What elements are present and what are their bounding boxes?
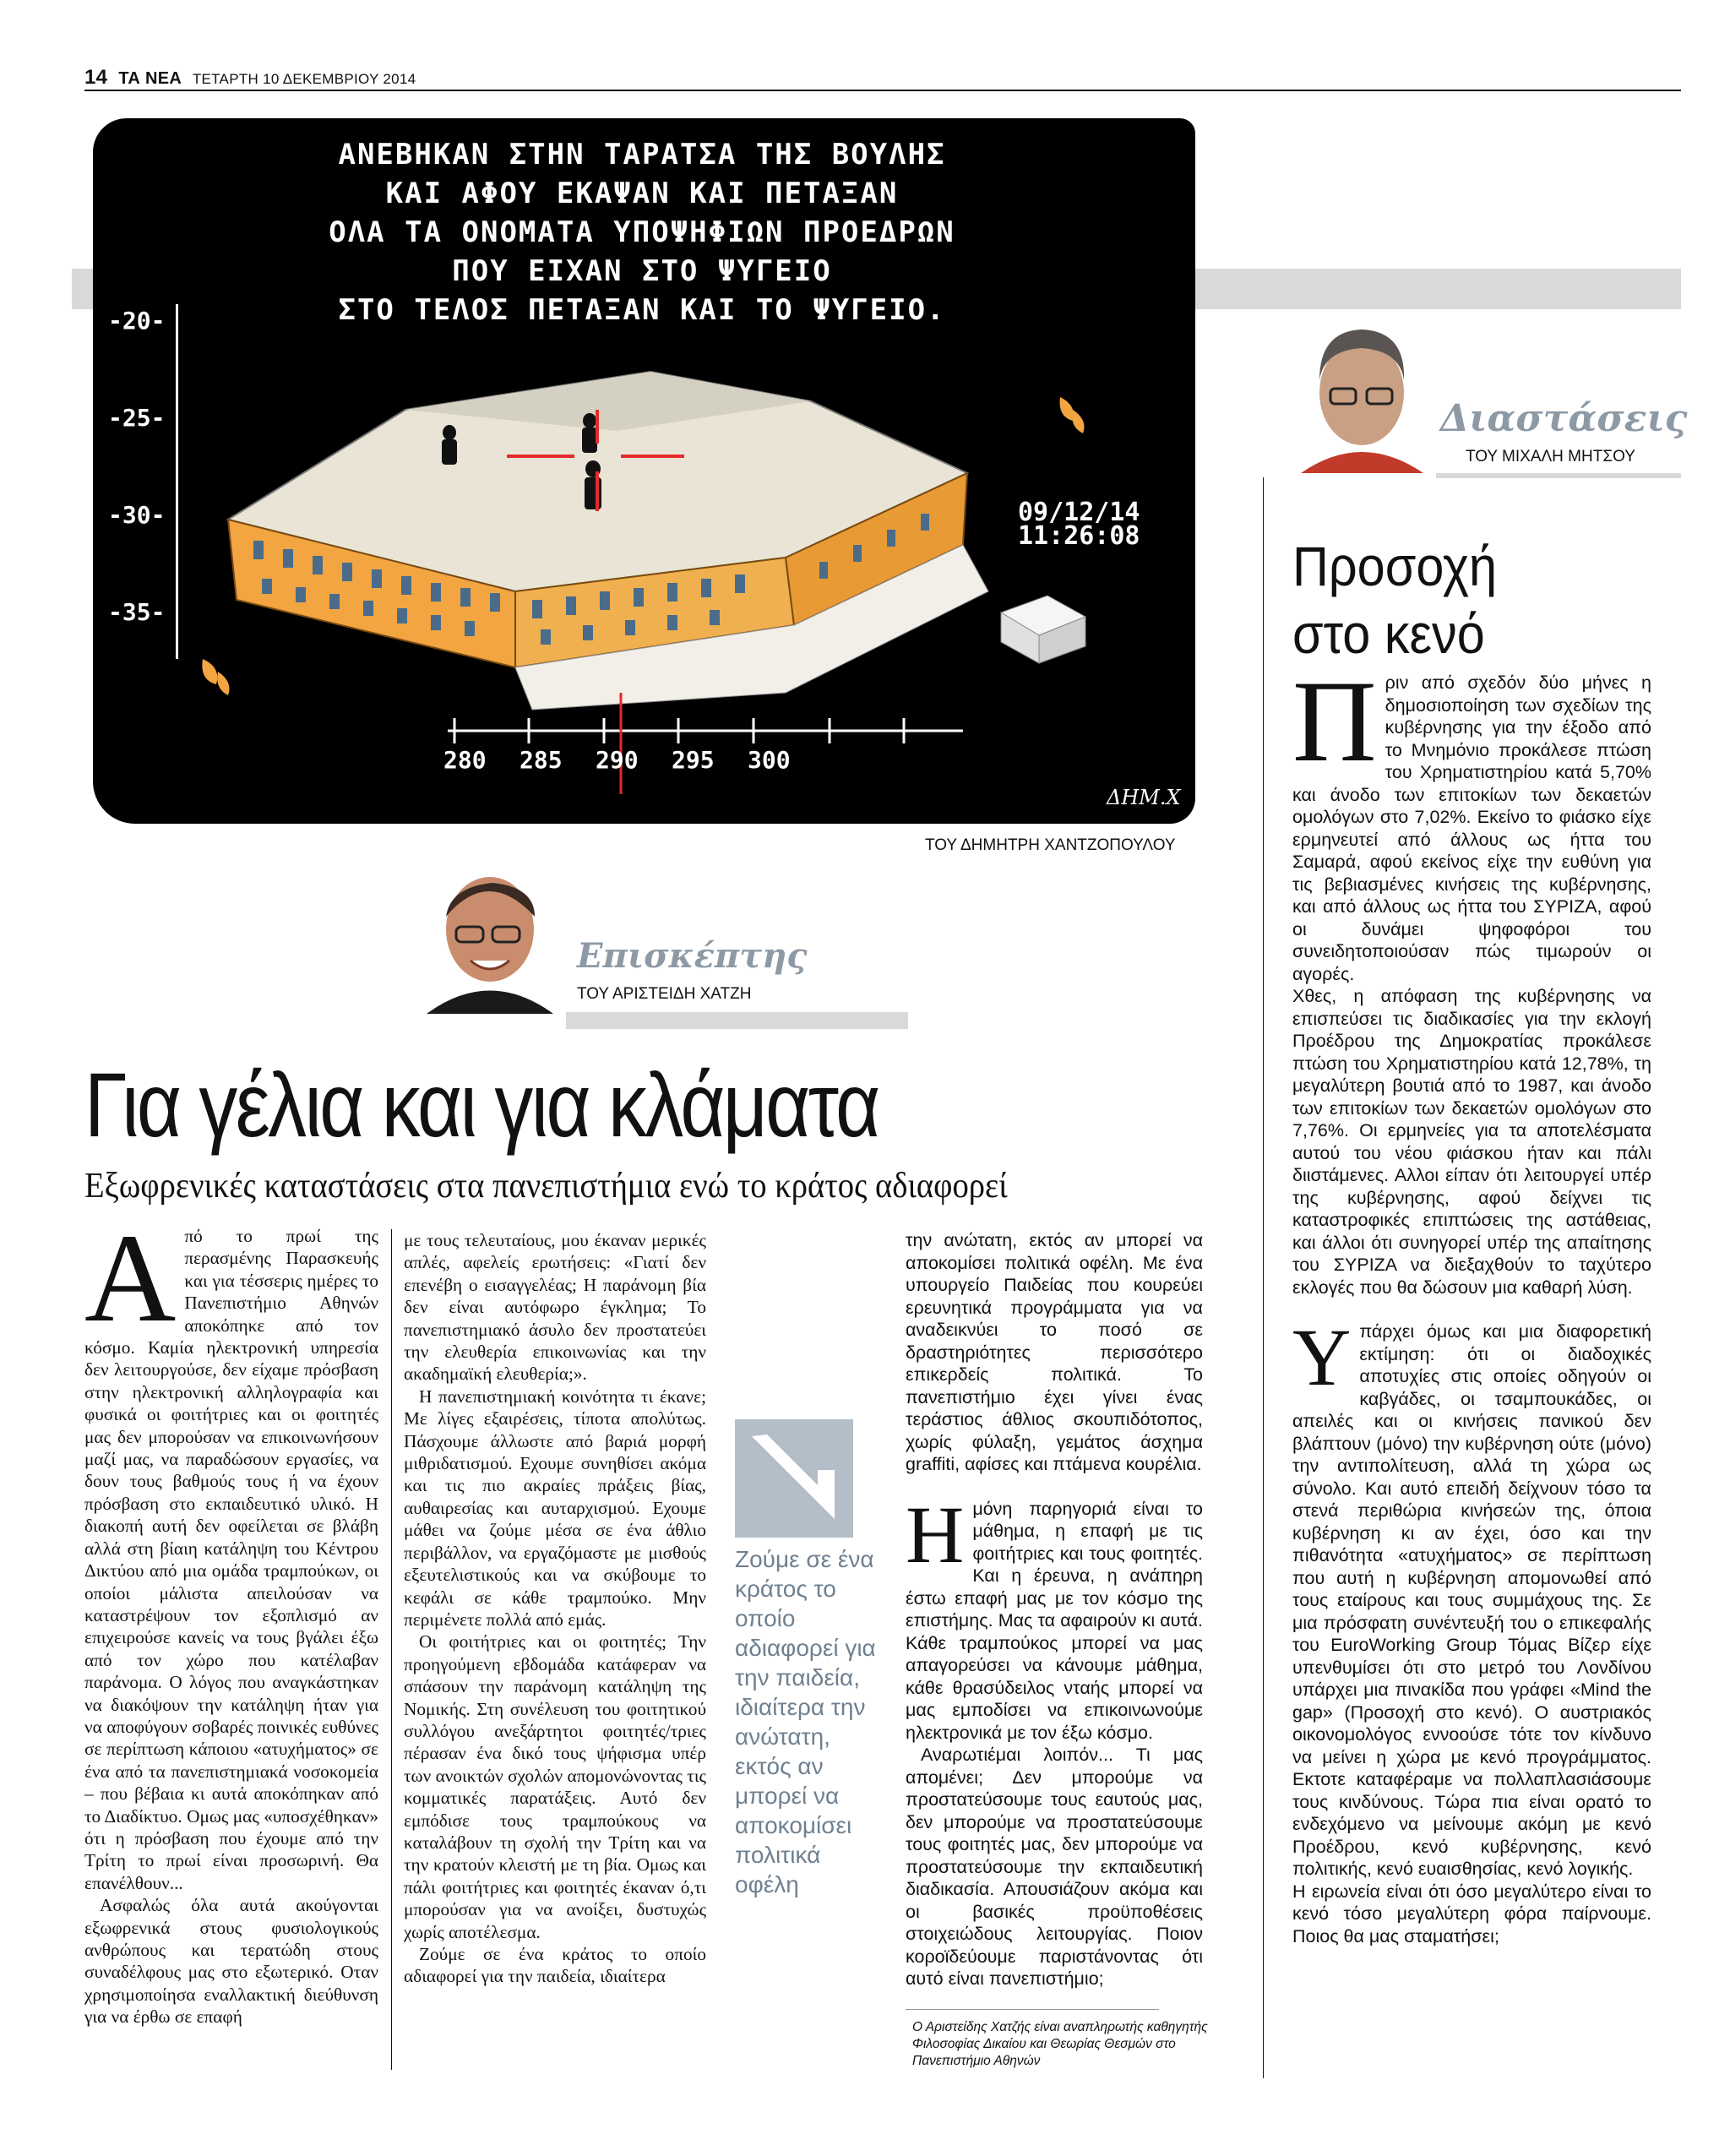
right-gray-bar: [1436, 473, 1681, 478]
page-number: 14: [84, 66, 108, 89]
timestamp-date: 09/12/14: [1018, 498, 1140, 527]
drop-cap-p: Π: [1292, 656, 1377, 786]
right-article-title: [1292, 532, 1497, 667]
scale-left-1: -20-: [108, 307, 166, 335]
drop-cap-h: Η: [906, 1489, 965, 1580]
right-paragraph-3: πάρχει όμως και μια διαφορετική εκτίμηση: ότι οι διαδοχικές αποτυχίες στις οποίες οδηγούν οι καβγάδες, οι τσαμπουκάδες, οι απειλές και οι κινήσεις πανικού δεν βλάπτουν (μόνο) την κυβέρνηση ούτε (μόνο) την αντιπολίτευση, αλλά τη χώρα ως σύνολο. Και αυτό επειδή δείχνουν τόσο τα στενά περιθώρια κινήσεών της, όποια κυβέρνηση κι αν έχει, όσο και την πιθανότητα «ατυχήματος» σε περίπτωση που αυτή η κυβέρνηση απομονωθεί από τους εταίρους και τους συμμάχους της. Σε μια πρόσφατη συνέντευξή του ο επικεφαλής του EuroWorking Group Τόμας Βίζερ είχε υπενθυμίσει ότι στο μετρό του Λονδίνου υπάρχει μια πινακίδα που γράφει «Mind the gap» (Προσοχή στο κενό). Ο αυστριακός οικονομολόγος εννοούσε τότε τον κίνδυνο να μείνει η χώρα με κενό προγράμματος. Εκτοτε καταφέραμε να πολλαπλασιάσουμε τους κινδύνους. Τώρα πια είναι ορατό το ενδεχόμενο να μείνουμε ακόμη με κενό Προέδρου, κενό κυβέρνησης, κενό πολιτικής, κενό ευαισθησίας, κενό λογικής.: [1292, 1321, 1651, 1879]
article-column-1: [84, 1208, 378, 2070]
scale-left-3: -30-: [108, 501, 166, 529]
cartoon-signature: ΔΗΜ.Χ: [1107, 786, 1181, 809]
cartoon: [93, 118, 1195, 824]
cartoon-credit: ΤΟΥ ΔΗΜΗΤΡΗ ΧΑΝΤΖΟΠΟΥΛΟΥ: [925, 836, 1176, 854]
right-column-divider: [1263, 477, 1264, 2078]
header-rule: [84, 90, 1681, 91]
pull-quote-arrow-icon: [735, 1419, 853, 1538]
page-header: [84, 66, 1681, 90]
guest-column-name: Επισκέπτης: [577, 936, 808, 976]
guest-author-photo: [410, 866, 558, 1014]
cartoon-line-5: ΣΤΟ ΤΕΛΟΣ ΠΕΤΑΞΑΝ ΚΑΙ ΤΟ ΨΥΓΕΙΟ.: [338, 293, 946, 327]
right-title-line-1: Προσοχή: [1292, 535, 1498, 597]
right-article-body: [1292, 656, 1651, 2078]
parliament-drawing: [93, 118, 1195, 824]
col1-paragraph-1: πό το πρωί της περασμένης Παρασκευής και για τέσσερις ημέρες το Πανεπιστήμιο Αθηνών αποκόπηκε από τον κόσμο. Καμία ηλεκτρονική υπηρεσία δεν λειτουργούσε, δεν είχαμε πρόσβαση στην ηλεκτρονική αλληλογραφία και φυσικά οι φοιτήτριες και οι φοιτητές μας δεν μπορούσαν να επικοινωνήσουν μαζί μας, να παραδώσουν εργασίες, να δουν τους βαθμούς τους ή να έχουν πρόσβαση στο εκπαιδευτικό υλικό. Η διακοπή αυτή δεν οφείλεται σε βλάβη αλλά στη βίαιη κατάληψη του Κέντρου Δικτύου από μια ομάδα τραμπούκων, οι οποίοι μάλιστα απειλούσαν να καταστρέψουν τον εξοπλισμό αν επιχειρούσε κανείς να τους βγάλει έξω από τον χώρο που κατέλαβαν παράνομα. Ο λόγος που αναγκάστηκαν να διακόψουν την κατάληψη ήταν για να αποφύγουν σοβαρές ποινικές ευθύνες σε περίπτωση κάποιου «ατυχήματος» σε ένα από τα πανεπιστημιακά νοσοκομεία – που βέβαια κι αυτά αποκόπηκαν από το Διαδίκτυο. Ομως μας «υποσχέθηκαν» ότι η πρόσβαση που έχουμε από την Τρίτη το πρωί είναι προσωρινή. Θα επανέλθουν...: [84, 1226, 378, 1893]
column-divider-1: [391, 1229, 392, 2070]
cartoon-line-4: ΠΟΥ ΕΙΧΑΝ ΣΤΟ ΨΥΓΕΙΟ: [452, 254, 832, 288]
col1-paragraph-2: Ασφαλώς όλα αυτά ακούγονται εξωφρενικά στους φυσιολογικούς ανθρώπους και τερατώδη στους συναδέλφους μας στο εξωτερικό. Οταν χρησιμοποίησα εναλλακτική διεύθυνση για να έρθω σε επαφή: [84, 1895, 378, 2028]
guest-byline: ΤΟΥ ΑΡΙΣΤΕΙΔΗ ΧΑΤΖΗ: [577, 985, 752, 1003]
col2-paragraph-1: με τους τελευταίους, μου έκαναν μερικές απλές, αφελείς ερωτήσεις: «Γιατί δεν επενέβη ο εισαγγελέας; Η παράνομη βία δεν είναι αυτόφωρο έγκλημα; Το πανεπιστημιακό άσυλο δεν προστατεύει την ελευθερία επικοινωνίας και την ακαδημαϊκή ελευθερία;».: [404, 1230, 706, 1385]
col3-paragraph-1: την ανώτατη, εκτός αν μπορεί να αποκομίσει πολιτικά οφέλη. Με ένα υπουργείο Παιδείας που κουρεύει ερευνητικά προγράμματα για να αναδεικνύει το ποσό σε δραστηριότητες περισσότερο επικερδείς πολιτικά. Το πανεπιστήμιο έχει γίνει ένας τεράστιος άθλιος σκουπιδότοπος, χωρίς φύλαξη, γεμάτος άσχημα graffiti, αφίσες και πτάμενα κουρέλια.: [906, 1230, 1203, 1474]
right-paragraph-2: Χθες, η απόφαση της κυβέρνησης να επισπεύσει τις διαδικασίες για την εκλογή Προέδρου της Δημοκρατίας προκάλεσε πτώση του Χρηματιστηρίου κατά 12,78%, τη μεγαλύτερη βουτιά από το 1987, και άνοδο των επιτοκίων των δεκαετών ομολόγων στο 7,76%. Οι ερμηνείες για τα αποτελέσματα αυτού του νέου φιάσκου ήταν και πάλι διιστάμενες. Αλλοι είπαν ότι λειτουργεί υπέρ της κυβέρνησης, αφού δείχνει τις καταστροφικές επιπτώσεις της αστάθειας, και άλλοι ότι συνηγορεί υπέρ της απαίτησης του ΣΥΡΙΖΑ να διεξαχθούν το ταχύτερο εκλογές που θα δώσουν μια καθαρή λύση.: [1292, 986, 1651, 1298]
guest-gray-bar: [566, 1012, 908, 1029]
scale-left-2: -25-: [108, 404, 166, 432]
article-column-2: [404, 1229, 706, 2070]
col2-paragraph-3: Οι φοιτήτριες και οι φοιτητές; Την προηγούμενη εβδομάδα κατάφεραν να σπάσουν την παράνομη κατάληψη της Νομικής. Στη συνέλευση του φοιτητικού συλλόγου ανεξάρτητοι φοιτητές/τριες πέρασαν ένα δικό τους ψήφισμα υπέρ των ανοικτών σχολών απομονώνοντας τις κομματικές παρατάξεις. Αυτό δεν εμπόδισε τους τραμπούκους να καταλάβουν τη σχολή την Τρίτη και να την κρατούν κλειστή με τη βία. Ομως και πάλι φοιτήτριες και φοιτητές έκαναν ό,τι μπορούσαν για να ανοίξει, δυστυχώς χωρίς αποτέλεσμα.: [404, 1631, 706, 1942]
scale-bottom-5: 300: [748, 746, 791, 774]
drop-cap-a: Α: [84, 1208, 177, 1348]
bottom-scale-ticks: [448, 718, 963, 743]
cartoon-line-2: ΚΑΙ ΑΦΟΥ ΕΚΑΨΑΝ ΚΑΙ ΠΕΤΑΞΑΝ: [385, 177, 899, 210]
right-paragraph-4: Η ειρωνεία είναι ότι όσο μεγαλύτερο είναι το κενό τόσο μεγαλύτερη φόρα παίρνουμε. Ποιος θα μας σταματήσει;: [1292, 1881, 1651, 1946]
col3-paragraph-3: Αναρωτιέμαι λοιπόν... Τι μας απομένει; Δεν μπορούμε να προστατεύσουμε τους εαυτούς μας, δεν μπορούμε να προστατεύσουμε τους φοιτητές μας, δεν μπορούμε να προστατεύσουμε την εκπαιδευτική διαδικασία. Απουσιάζουν ακόμα και οι βασικές προϋποθέσεις στοιχειώδους λειτουργίας. Ποιον κοροϊδεύουμε παριστάνοντας ότι αυτό είναι πανεπιστήμιο;: [906, 1745, 1203, 1989]
col2-paragraph-2: Η πανεπιστημιακή κοινότητα τι έκανε; Με λίγες εξαιρέσεις, τίποτα απολύτως. Πάσχουμε άλλωστε από βαριά μορφή μιθριδατισμού. Εχουμε συνηθίσει ακόμα και τις πιο ακραίες πράξεις βίας, αυθαιρεσίας και αυταρχισμού. Εχουμε μάθει να ζούμε μέσα σε ένα άθλιο περιβάλλον, να εργαζόμαστε με μισθούς εξευτελιστικούς και να σκύβουμε το κεφάλι σε κάθε τραμπούκο. Μην περιμένετε πολλά από εμάς.: [404, 1386, 706, 1630]
col2-paragraph-4: Ζούμε σε ένα κράτος το οποίο αδιαφορεί για την παιδεία, ιδιαίτερα: [404, 1944, 706, 1987]
right-column-byline: ΤΟΥ ΜΙΧΑΛΗ ΜΗΤΣΟΥ: [1466, 448, 1635, 466]
scale-bottom-2: 285: [520, 746, 563, 774]
footnote-rule: [906, 2009, 1159, 2010]
right-column-name: Διαστάσεις: [1440, 397, 1688, 440]
scale-left-4: -35-: [108, 598, 166, 626]
author-footnote: Ο Αριστείδης Χατζής είναι αναπληρωτής καθηγητής Φιλοσοφίας Δικαίου και Θεωρίας Θεσμών στο Πανεπιστήμιο Αθηνών: [912, 2020, 1208, 2068]
scale-bottom-3: 290: [596, 746, 639, 774]
article-headline: Για γέλια και για κλάματα: [84, 1054, 879, 1156]
pull-quote: Ζούμε σε ένα κράτος το οποίο αδιαφορεί για την παιδεία, ιδιαίτερα την ανώτατη, εκτός αν μπορεί να αποκομίσει πολιτικά οφέλη: [735, 1546, 876, 1897]
article-column-3: [906, 1229, 1203, 1989]
timestamp-time: 11:26:08: [1018, 521, 1140, 551]
article-subhead: Εξωφρενικές καταστάσεις στα πανεπιστήμια ενώ το κράτος αδιαφορεί: [84, 1167, 1008, 1206]
col3-paragraph-2: μόνη παρηγοριά είναι το μάθημα, η επαφή με τις φοιτήτριες και τους φοιτητές. Και η έρευνα, η ανάπηρη έστω επαφή μας με τον κόσμο της επιστήμης. Μας τα αφαιρούν κι αυτά. Κάθε τραμπούκος μπορεί να μας απαγορεύσει να κάνουμε μάθημα, κάθε θρασύδειλος νταής μπορεί να μας εμποδίσει να επικοινωνούμε ηλεκτρονικά με τον έξω κόσμο.: [906, 1498, 1203, 1743]
scale-bottom-4: 295: [672, 746, 715, 774]
right-paragraph-1: ριν από σχεδόν δύο μήνες η δημοσιοποίηση των σχεδίων της κυβέρνησης για την έξοδο από το Μνημόνιο προκάλεσε πτώση του Χρηματιστηρίου κατά 5,70% και άνοδο των επιτοκίων των δεκαετών ομολόγων στο 7,02%. Εκείνο το φιάσκο είχε ερμηνευτεί από άλλους ως ήττα του Σαμαρά, αφού εκείνος είχε την ευθύνη για τις βεβιασμένες κινήσεις της κυβέρνησης, και από άλλους ως ήττα του ΣΥΡΙΖΑ, αφού οι δυνάμει ψηφοφόροι του συνειδητοποιούσαν πώς τιμωρούν οι αγορές.: [1292, 672, 1651, 984]
right-title-line-2: στο κενό: [1292, 602, 1485, 665]
issue-date: ΤΕΤΑΡΤΗ 10 ΔΕΚΕΜΒΡΙΟΥ 2014: [192, 71, 416, 87]
drop-cap-y: Υ: [1292, 1312, 1352, 1402]
cartoon-line-1: ΑΝΕΒΗΚΑΝ ΣΤΗΝ ΤΑΡΑΤΣΑ ΤΗΣ ΒΟΥΛΗΣ: [338, 138, 946, 172]
cartoon-line-3: ΟΛΑ ΤΑ ΟΝΟΜΑΤΑ ΥΠΟΨΗΦΙΩΝ ΠΡΟΕΔΡΩΝ: [329, 215, 955, 249]
brand-name: ΤΑ ΝΕΑ: [118, 69, 182, 88]
columnist-photo: [1292, 317, 1432, 473]
scale-bottom-1: 280: [443, 746, 487, 774]
